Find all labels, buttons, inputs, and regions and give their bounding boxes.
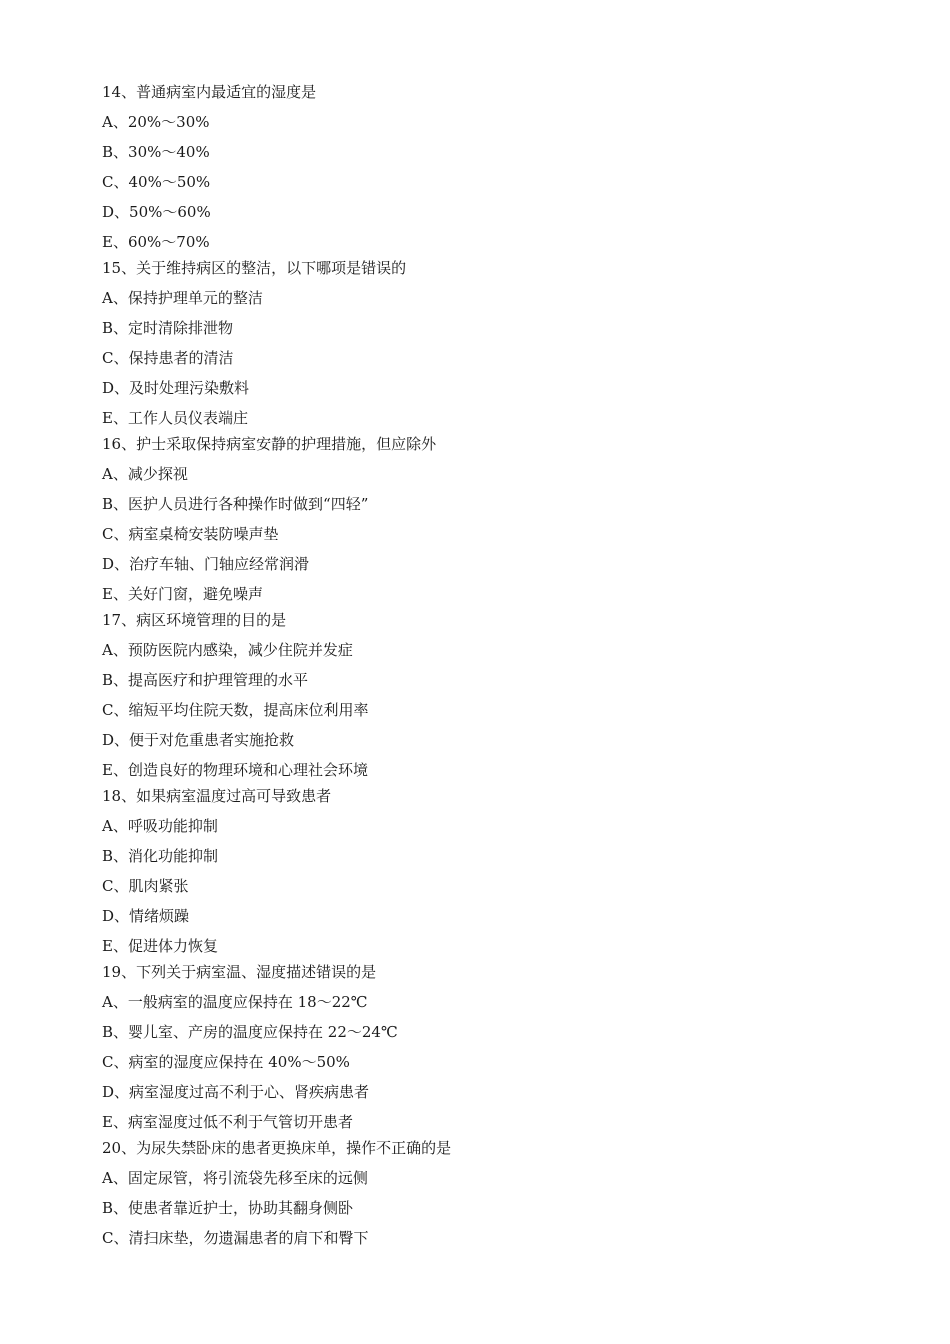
option-b: B、医护人员进行各种操作时做到“四轻” [102, 495, 369, 513]
question-stem: 16、护士采取保持病室安静的护理措施，但应除外 [102, 435, 437, 453]
question-stem: 15、关于维持病区的整洁，以下哪项是错误的 [102, 259, 407, 277]
option-d: D、便于对危重患者实施抢救 [102, 731, 295, 749]
option-a: A、保持护理单元的整洁 [102, 289, 263, 307]
option-c: C、肌肉紧张 [102, 877, 189, 895]
question-16 [102, 434, 882, 604]
question-14 [102, 82, 882, 252]
question-18 [102, 786, 882, 956]
question-15 [102, 258, 882, 428]
option-e: E、关好门窗，避免噪声 [102, 585, 263, 603]
option-c: C、清扫床垫，勿遗漏患者的肩下和臀下 [102, 1229, 369, 1247]
question-17 [102, 610, 882, 780]
option-a: A、呼吸功能抑制 [102, 817, 218, 835]
option-b: B、30%～40% [102, 143, 210, 161]
option-d: D、50%～60% [102, 203, 211, 221]
option-e: E、病室湿度过低不利于气管切开患者 [102, 1113, 353, 1131]
option-d: D、病室湿度过高不利于心、肾疾病患者 [102, 1083, 370, 1101]
option-e: E、创造良好的物理环境和心理社会环境 [102, 761, 368, 779]
option-b: B、提高医疗和护理管理的水平 [102, 671, 309, 689]
document-page [102, 82, 882, 1254]
question-20 [102, 1138, 882, 1248]
option-c: C、病室桌椅安装防噪声垫 [102, 525, 279, 543]
option-b: B、婴儿室、产房的温度应保持在 22～24℃ [102, 1023, 398, 1041]
question-stem: 18、如果病室温度过高可导致患者 [102, 787, 332, 805]
option-c: C、40%～50% [102, 173, 211, 191]
option-c: C、保持患者的清洁 [102, 349, 234, 367]
option-a: A、一般病室的温度应保持在 18～22℃ [102, 993, 368, 1011]
option-e: E、60%～70% [102, 233, 210, 251]
option-e: E、促进体力恢复 [102, 937, 218, 955]
option-d: D、情绪烦躁 [102, 907, 190, 925]
option-b: B、消化功能抑制 [102, 847, 219, 865]
option-c: C、病室的湿度应保持在 40%～50% [102, 1053, 350, 1071]
question-stem: 19、下列关于病室温、湿度描述错误的是 [102, 963, 377, 981]
option-d: D、及时处理污染敷料 [102, 379, 250, 397]
option-a: A、减少探视 [102, 465, 188, 483]
question-19 [102, 962, 882, 1132]
option-c: C、缩短平均住院天数，提高床位利用率 [102, 701, 369, 719]
question-stem: 17、病区环境管理的目的是 [102, 611, 287, 629]
option-a: A、预防医院内感染，减少住院并发症 [102, 641, 353, 659]
option-e: E、工作人员仪表端庄 [102, 409, 248, 427]
question-stem: 14、普通病室内最适宜的湿度是 [102, 83, 317, 101]
option-b: B、使患者靠近护士，协助其翻身侧卧 [102, 1199, 354, 1217]
option-d: D、治疗车轴、门轴应经常润滑 [102, 555, 310, 573]
option-a: A、固定尿管，将引流袋先移至床的远侧 [102, 1169, 368, 1187]
option-b: B、定时清除排泄物 [102, 319, 234, 337]
option-a: A、20%～30% [102, 113, 210, 131]
question-stem: 20、为尿失禁卧床的患者更换床单，操作不正确的是 [102, 1139, 452, 1157]
